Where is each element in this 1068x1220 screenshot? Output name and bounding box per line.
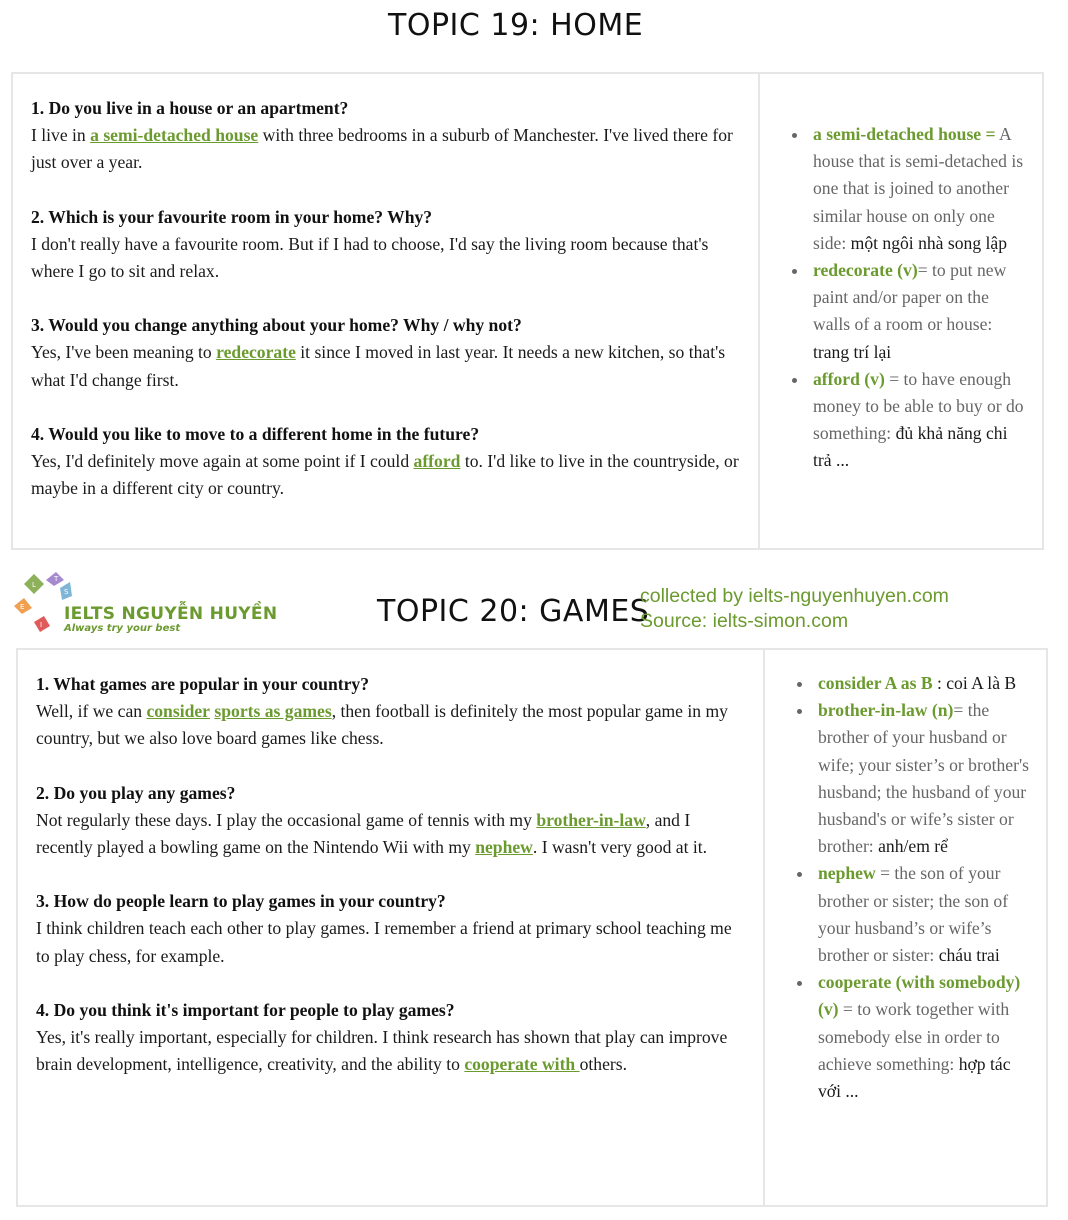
collected-by-credit: collected by ielts-nguyenhuyen.com — [640, 585, 949, 607]
glossary-vietnamese: một ngôi nhà song lập — [846, 232, 1008, 253]
paragraph-gap — [36, 861, 748, 888]
glossary-definition: = the brother of your husband or wife; your sister’s or brother's husband; the husband of your husband's or wife’s sister or brother: — [818, 700, 1029, 857]
glossary-definition: = to work together with somebody else in order to achieve something: — [818, 999, 1010, 1074]
brand-logo — [12, 570, 278, 640]
answer-segment: to. I'd like to live in the countryside, or maybe in a different city or country. — [31, 451, 739, 499]
glossary-item — [814, 697, 1032, 860]
glossary-item — [809, 121, 1027, 257]
question-heading: 2. Do you play any games? — [36, 782, 236, 803]
glossary-vietnamese: đủ khả năng chi trả ... — [813, 423, 1008, 471]
topic-20-glossary — [796, 670, 1032, 1105]
question-heading: 4. Do you think it's important for people to play games? — [36, 999, 455, 1020]
glossary-definition: A house that is semi-detached is one that is joined to another similar house on only one side: — [813, 124, 1024, 253]
answer-segment: Yes, I've been meaning to — [31, 342, 217, 363]
paragraph-gap — [31, 394, 741, 421]
glossary-definition: = the son of your brother or sister; the son of your husband’s or wife’s brother or sister: — [818, 863, 1009, 966]
answer-segment: it since I moved in last year. It needs a new kitchen, so that's what I'd change first. — [31, 342, 726, 390]
answer-segment: I don't really have a favourite room. But if I had to choose, I'd say the living room because that's where I go to sit and relax. — [31, 233, 709, 282]
answer-text — [31, 231, 741, 285]
answer-segment: I think children teach each other to play games. I remember a friend at primary school teaching me to play chess, for example. — [36, 918, 732, 966]
svg-text:E: E — [20, 603, 25, 611]
paragraph-gap — [36, 970, 748, 997]
svg-text:I: I — [40, 621, 43, 629]
answer-segment: Yes, I'd definitely move again at some point if I could — [31, 451, 414, 472]
vocab-highlight[interactable]: afford — [413, 451, 461, 472]
logo-slogan: Always try your best — [64, 623, 181, 634]
paragraph-gap — [36, 753, 748, 780]
vocab-highlight[interactable]: cooperate with — [464, 1054, 580, 1075]
paragraph-gap — [31, 177, 741, 204]
logo-name: IELTS NGUYỄN HUYỀN — [64, 604, 278, 624]
glossary-item — [814, 860, 1032, 969]
glossary-definition: = to have enough money to be able to buy or do something: — [813, 368, 1024, 444]
glossary-term: brother-in-law (n) — [818, 700, 954, 721]
answer-segment: , then football is definitely the most popular game in my country, but we also love board games like chess. — [36, 701, 728, 749]
svg-text:L: L — [32, 581, 36, 589]
glossary-vietnamese: anh/em rể — [873, 836, 948, 857]
answer-segment: with three bedrooms in a suburb of Manchester. I've lived there for just over a year. — [31, 125, 733, 173]
svg-text:T: T — [54, 575, 59, 583]
glossary-term: nephew — [818, 863, 876, 884]
vocab-highlight[interactable]: nephew — [475, 837, 533, 858]
vocab-highlight[interactable]: redecorate — [216, 342, 296, 363]
glossary-term: a semi-detached house = — [813, 124, 996, 144]
answer-text — [36, 915, 748, 969]
glossary-item — [814, 670, 1032, 697]
glossary-term: redecorate (v) — [813, 260, 918, 281]
question-heading: 1. What games are popular in your country? — [36, 674, 370, 694]
topic-20-title: TOPIC 20: GAMES — [377, 594, 650, 629]
vocab-highlight[interactable]: a semi-detached house — [90, 125, 259, 146]
answer-segment: others. — [579, 1054, 628, 1075]
column-divider — [758, 74, 760, 548]
source-credit: Source: ielts-simon.com — [640, 610, 849, 632]
topic-19-qa — [31, 95, 741, 502]
glossary-term: afford (v) — [813, 368, 885, 389]
glossary-vietnamese: : coi A là B — [932, 673, 1017, 693]
glossary-vietnamese: trang trí lại — [813, 341, 892, 362]
answer-segment: , and I recently played a bowling game on the Nintendo Wii with my — [36, 809, 691, 858]
question-heading: 2. Which is your favourite room in your home? Why? — [31, 206, 433, 227]
glossary-vietnamese: cháu trai — [934, 945, 1000, 966]
glossary-list — [796, 670, 1032, 1105]
logo-mark-icon — [12, 570, 72, 634]
vocab-highlight[interactable]: brother-in-law — [536, 809, 646, 830]
column-divider — [763, 650, 765, 1205]
previous-logo-remnant — [30, 0, 190, 4]
answer-segment: Not regularly these days. I play the occasional game of tennis with my — [36, 809, 537, 830]
answer-segment: . I wasn't very good at it. — [532, 837, 708, 858]
topic-19-glossary — [791, 121, 1027, 475]
answer-text — [31, 448, 741, 502]
answer-segment: Yes, it's really important, especially for children. I think research has shown that play can improve brain development, intelligence, creativity, and the ability to — [36, 1027, 728, 1075]
glossary-item — [809, 366, 1027, 475]
question-heading: 1. Do you live in a house or an apartment? — [31, 98, 349, 118]
question-heading: 3. How do people learn to play games in your country? — [36, 891, 446, 912]
topic-19-card — [11, 72, 1044, 550]
answer-segment: Well, if we can — [36, 701, 147, 722]
glossary-vietnamese: hợp tác với ... — [818, 1053, 1011, 1102]
vocab-highlight[interactable]: sports as games — [214, 701, 332, 722]
question-heading: 4. Would you like to move to a different home in the future? — [31, 423, 480, 444]
answer-text — [36, 807, 748, 861]
question-heading: 3. Would you change anything about your home? Why / why not? — [31, 315, 522, 336]
topic-19-title: TOPIC 19: HOME — [388, 8, 644, 43]
svg-text:S: S — [64, 588, 69, 596]
glossary-term: cooperate (with somebody) (v) — [818, 972, 1021, 1020]
answer-text — [31, 339, 741, 393]
topic-20-card — [16, 648, 1048, 1207]
glossary-item — [809, 257, 1027, 366]
answer-text — [36, 1024, 748, 1078]
glossary-term: consider A as B — [818, 673, 933, 693]
glossary-list — [791, 121, 1027, 475]
vocab-highlight[interactable]: consider — [146, 701, 210, 722]
answer-segment: I live in — [31, 125, 91, 146]
glossary-item — [814, 969, 1032, 1105]
answer-text — [31, 122, 741, 176]
glossary-definition: = to put new paint and/or paper on the walls of a room or house: — [813, 260, 1007, 335]
answer-text — [36, 698, 748, 752]
topic-20-qa — [36, 671, 748, 1078]
paragraph-gap — [31, 285, 741, 312]
